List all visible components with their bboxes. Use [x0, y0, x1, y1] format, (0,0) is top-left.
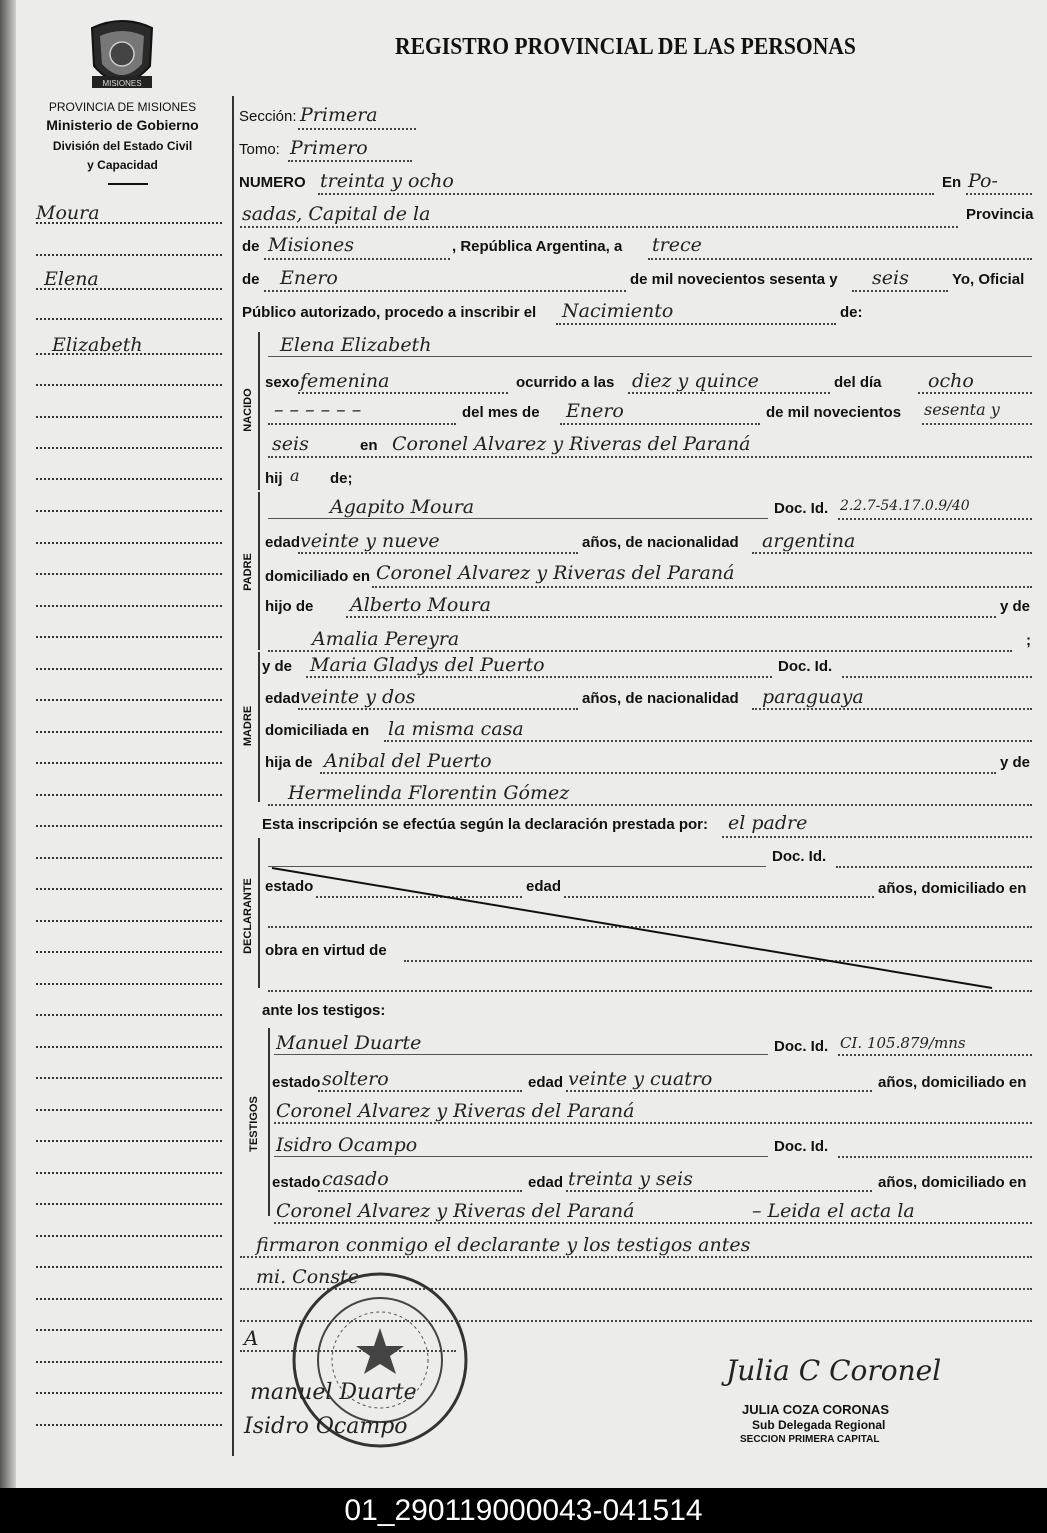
value-testigo2-estado: casado [322, 1168, 389, 1190]
label-anos-nac-madre: años, de nacionalidad [582, 690, 739, 707]
value-numero: treinta y ocho [320, 170, 454, 192]
value-madre-nombre: Maria Gladys del Puerto [310, 654, 545, 676]
value-dia: trece [652, 234, 702, 256]
label-publico: Público autorizado, procedo a inscribir el [242, 304, 537, 321]
value-dia-nac2: – – – – – – [274, 399, 362, 421]
value-padre-domicilio: Coronel Alvarez y Riveras del Paraná [376, 562, 735, 584]
label-yo-oficial: Yo, Oficial [952, 271, 1025, 288]
label-republica: , República Argentina, a [452, 238, 623, 255]
label-mil-sesenta: de mil novecientos sesenta y [630, 271, 838, 288]
value-anio-nac2: seis [272, 433, 309, 455]
margin-name1: Elena [44, 268, 99, 290]
value-madre-edad: veinte y dos [300, 686, 416, 708]
value-city-cont: sadas, Capital de la [242, 203, 431, 225]
value-mes: Enero [280, 267, 338, 289]
value-cierre3: mi. Conste [256, 1266, 360, 1288]
label-estado-t2: estado [272, 1174, 321, 1191]
label-anos-dom-declarante: años, domiciliado en [878, 880, 1027, 897]
value-dia-nac: ocho [928, 370, 974, 392]
value-testigo2-nombre: Isidro Ocampo [276, 1134, 418, 1156]
padre-bracket [258, 492, 260, 650]
value-testigo1-dom: Coronel Alvarez y Riveras del Paraná [276, 1100, 635, 1122]
value-en-city: Po- [968, 170, 998, 192]
label-doc-id-declarante: Doc. Id. [772, 848, 827, 865]
value-padre-padre: Alberto Moura [350, 594, 491, 616]
label-obra: obra en virtud de [265, 942, 387, 959]
value-tomo: Primero [290, 137, 368, 159]
value-madre-madre: Hermelinda Florentin Gómez [288, 782, 570, 804]
division-line1: División del Estado Civil [52, 139, 193, 153]
label-hijo-de: hijo de [265, 598, 314, 615]
label-semicolon: ; [1026, 632, 1031, 649]
province-name: PROVINCIA DE MISIONES [48, 100, 197, 114]
value-anio: seis [872, 267, 909, 289]
label-del-mes: del mes de [462, 404, 540, 421]
label-en: En [942, 174, 962, 191]
label-estado-declarante: estado [265, 878, 314, 895]
value-testigo2-dom: Coronel Alvarez y Riveras del Paraná [276, 1200, 635, 1222]
value-provincia: Misiones [268, 234, 355, 256]
label-doc-id-t2: Doc. Id. [774, 1138, 829, 1155]
margin-name2: Elizabeth [52, 334, 143, 356]
value-cierre1: – Leida el acta la [752, 1200, 915, 1222]
label-mil-nov: de mil novecientos [766, 404, 902, 421]
label-edad-declarante: edad [526, 878, 562, 895]
label-edad-padre: edad [265, 534, 301, 551]
label-del-dia: del día [834, 374, 882, 391]
value-lugar-nac: Coronel Alvarez y Riveras del Paraná [392, 433, 751, 455]
label-domiciliado-padre: domiciliado en [265, 568, 371, 585]
firma-testigo1: manuel Duarte [250, 1380, 417, 1405]
label-ocurrido: ocurrido a las [516, 374, 615, 391]
value-acto: Nacimiento [562, 300, 674, 322]
value-mes-nac: Enero [566, 400, 624, 422]
margin-separator [232, 96, 234, 1456]
value-anio-nac1: sesenta y [924, 400, 1000, 419]
seal-text: MISIONES [102, 79, 142, 88]
label-testigos: TESTIGOS [248, 1096, 260, 1152]
value-testigo1-nombre: Manuel Duarte [276, 1032, 422, 1054]
label-de2: de [242, 271, 260, 288]
testigos-bracket [268, 1028, 270, 1216]
value-cierre2: firmaron conmigo el declarante y los testigos antes [256, 1234, 751, 1256]
value-padre-nombre: Agapito Moura [330, 496, 475, 518]
label-doc-id-t1: Doc. Id. [774, 1038, 829, 1055]
label-de3: de: [840, 304, 863, 321]
value-testigo2-edad: treinta y seis [568, 1168, 693, 1190]
label-en2: en [360, 437, 378, 454]
division-line2: y Capacidad [87, 158, 158, 172]
label-nacido: NACIDO [242, 388, 254, 432]
firma-oficial: Julia C Coronel [726, 1354, 942, 1387]
value-padre-madre: Amalia Pereyra [312, 628, 460, 650]
value-nacido-nombre: Elena Elizabeth [280, 334, 432, 356]
value-sexo: femenina [300, 370, 390, 392]
value-padre-nac: argentina [762, 530, 856, 552]
label-tomo: Tomo: [239, 141, 280, 158]
value-padre-doc: 2.2.7-54.17.0.9/40 [840, 498, 970, 514]
label-y-de2: y de [262, 658, 293, 675]
value-padre-edad: veinte y nueve [300, 530, 440, 552]
stamp-line2: Sub Delegada Regional [752, 1418, 886, 1432]
value-nacido-a: a [290, 466, 300, 485]
label-sexo: sexo [265, 374, 300, 391]
label-de4: de; [330, 470, 353, 487]
value-madre-nac: paraguaya [762, 686, 864, 708]
label-doc-id-madre: Doc. Id. [778, 658, 833, 675]
label-hija-de: hija de [265, 754, 313, 771]
label-anos-nac-padre: años, de nacionalidad [582, 534, 739, 551]
firma-declarante: A [244, 1326, 259, 1350]
label-edad-t1: edad [528, 1074, 564, 1091]
value-testigo1-edad: veinte y cuatro [568, 1068, 713, 1090]
divider [108, 183, 148, 185]
label-declarante: DECLARANTE [242, 878, 254, 954]
value-madre-domicilio: la misma casa [388, 718, 524, 740]
label-ante-testigos: ante los testigos: [262, 1002, 386, 1019]
label-padre: PADRE [242, 553, 254, 591]
stamp-line1: JULIA COZA CORONAS [742, 1402, 890, 1417]
value-seccion: Primera [300, 104, 378, 126]
label-y-de: y de [1000, 598, 1031, 615]
label-estado-t1: estado [272, 1074, 321, 1091]
firma-testigo2: Isidro Ocampo [244, 1414, 408, 1439]
label-anos-dom-t2: años, domiciliado en [878, 1174, 1027, 1191]
page-edge-shadow [0, 0, 16, 1488]
stamp-line3: SECCION PRIMERA CAPITAL [740, 1434, 880, 1445]
label-hij: hij [265, 470, 283, 487]
label-madre: MADRE [242, 705, 254, 747]
label-de: de [242, 238, 260, 255]
madre-bracket [258, 652, 260, 802]
value-testigo1-doc: CI. 105.879/mns [840, 1034, 966, 1052]
label-esta-inscripcion: Esta inscripción se efectúa según la declaración prestada por: [262, 816, 708, 833]
value-madre-padre: Anibal del Puerto [324, 750, 492, 772]
cancel-stroke [260, 864, 1000, 994]
ministry-name: Ministerio de Gobierno [46, 117, 199, 133]
label-doc-id-padre: Doc. Id. [774, 500, 829, 517]
label-numero: NUMERO [239, 174, 306, 191]
coat-of-arms-icon [84, 18, 160, 98]
document-id-footer: 01_290119000043-041514 [0, 1488, 1047, 1533]
label-domiciliada: domiciliada en [265, 722, 370, 739]
label-anos-dom-t1: años, domiciliado en [878, 1074, 1027, 1091]
label-seccion: Sección: [239, 108, 297, 125]
label-y-de3: y de [1000, 754, 1031, 771]
nacido-bracket [258, 332, 260, 490]
value-testigo1-estado: soltero [322, 1068, 389, 1090]
label-provincia: Provincia [966, 206, 1034, 223]
value-declarante: el padre [728, 812, 808, 834]
label-edad-madre: edad [265, 690, 301, 707]
value-hora: diez y quince [632, 370, 759, 392]
page-title: REGISTRO PROVINCIAL DE LAS PERSONAS [395, 34, 856, 60]
label-edad-t2: edad [528, 1174, 564, 1191]
margin-surname: Moura [36, 202, 100, 224]
